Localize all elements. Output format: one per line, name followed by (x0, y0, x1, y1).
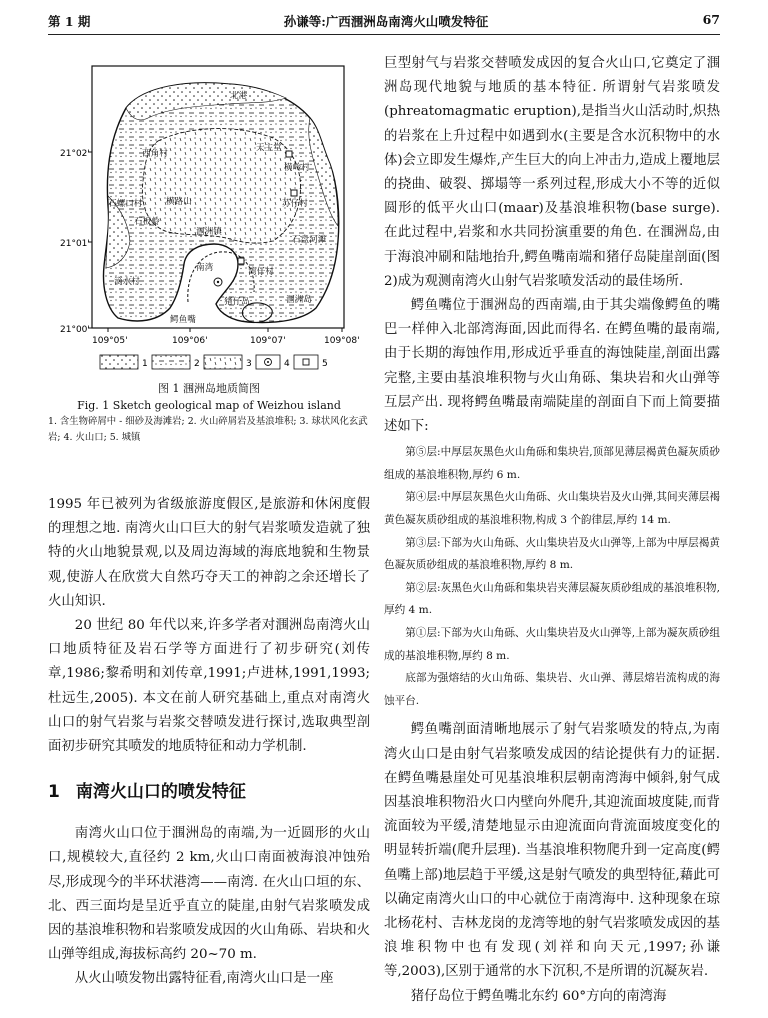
paragraph: 1995 年已被列为省级旅游度假区,是旅游和休闲度假的理想之地. 南湾火山口巨大的射气岩浆喷发造就了独特的火山地貌景观,以及周边海域的海底地貌和生物景观,使游人在欣赏大自然巧夺天工的神韵之余还增长了火山知识. (48, 497, 370, 609)
legend-number: 5 (322, 359, 328, 369)
lon-label: 109°07' (250, 336, 286, 346)
section-title: 南湾火山口的喷发特征 (75, 782, 246, 803)
section-heading (48, 777, 370, 802)
left-column (48, 493, 370, 992)
header-rule (48, 34, 720, 35)
legend-number: 1 (142, 359, 148, 369)
town-icon (238, 258, 244, 264)
paragraph: 巨型射气与岩浆交替喷发成因的复合火山口,它奠定了涠洲岛现代地貌与地质的基本特征. 所谓射气岩浆喷发(phreatomagmatic eruption),是指当火山活动时,炽热的岩浆在上升过程中如遇到水(主要是含水沉积物中的水体)会立即发生爆炸,产生巨大的向上冲击力,造成上覆地层的挠曲、破裂、掷塌等一系列过程,形成大小不等的近似圆形的低平火山口(maar)及基浪堆积物(base surge). 在此过程中,岩浆和水共同扮演重要的角色. 在涠洲岛,由于海浪冲刷和陆地抬升,鳄鱼嘴南端和猪仔岛陡崖剖面(图 2)成为观测南湾火山射气岩浆喷发活动的最佳场所. (384, 56, 720, 289)
place-label: 南湾 (196, 263, 214, 273)
layer-description: 底部为强熔结的火山角砾、集块岩、火山弹、薄层熔岩流构成的海蚀平台. (384, 672, 720, 707)
town-icon (286, 151, 292, 157)
place-label: 猪仔岛 (224, 297, 250, 307)
place-label: 涠洲镇 (196, 227, 222, 237)
place-label: 北港 (230, 91, 248, 101)
page-number: 67 (702, 12, 720, 27)
layer-description: 第②层:灰黑色火山角砾和集块岩夹薄层凝灰质砂组成的基浪堆积物,厚约 4 m. (384, 581, 720, 617)
lat-label: 21°02' (60, 149, 90, 159)
caption-cn: 图 1 涠洲岛地质简图 (158, 382, 260, 395)
place-label: 天主堂 (256, 143, 282, 153)
section-layer-list (384, 441, 720, 712)
place-label: 涠洲岛 (286, 295, 312, 305)
town-icon (291, 190, 297, 196)
journal-issue: 第 1 期 (48, 14, 91, 29)
paragraph: 20 世纪 80 年代以来,许多学者对涠洲岛南湾火山口地质特征及岩石学等方面进行了初步研究(刘传章,1986;黎希明和刘传章,1991;卢进林,1991,1993;杜远生,2005). 本文在前人研究基础上,重点对南湾火山口的射气岩浆与岩浆交替喷发进行探讨,选取典型剖面初步研究其喷发的地质特征和动力学机制. (48, 618, 370, 755)
figure-caption (48, 380, 370, 446)
lat-label: 21°00' (60, 325, 90, 335)
layer-description: 第④层:中厚层灰黑色火山角砾、火山集块岩及火山弹,其间夹薄层褐黄色凝灰质砂组成的基浪堆积物,构成 3 个韵律层,厚约 14 m. (384, 491, 720, 527)
layer-description: 第⑤层:中厚层灰黑色火山角砾和集块岩,顶部见薄层褐黄色凝灰质砂组成的基浪堆积物,厚约 6 m. (384, 446, 720, 481)
layer-description: 第①层:下部为火山角砾、火山集块岩及火山弹等,上部为凝灰质砂组成的基浪堆积物,厚约 8 m. (384, 627, 720, 662)
figure-note: 1. 含生物碎屑中 - 细砂及海滩岩; 2. 火山碎屑岩及基浪堆积; 3. 球状风化玄武岩; 4. 火山口; 5. 城镇 (48, 416, 368, 443)
right-column (384, 52, 720, 1009)
place-label: 滴水村 (114, 277, 140, 287)
section-number: 1 (48, 782, 60, 803)
place-label: 横路山 (166, 197, 192, 207)
crater-symbol (214, 278, 222, 286)
running-title: 孙谦等:广西涠洲岛南湾火山喷发特征 (283, 14, 489, 29)
place-label: 鳄鱼嘴 (170, 315, 196, 325)
place-label: 湾仔村 (248, 267, 274, 277)
caption-en: Fig. 1 Sketch geological map of Weizhou island (77, 399, 341, 412)
place-label: 西角村 (142, 149, 168, 159)
map-legend (100, 355, 328, 369)
figure-1 (48, 46, 370, 376)
lat-label: 21°01' (60, 239, 90, 249)
place-label: 苏仔村 (282, 199, 308, 209)
layer-description: 第③层:下部为火山角砾、火山集块岩及火山弹等,上部为中厚层褐黄色凝灰质砂组成的基浪堆积物,厚约 8 m. (384, 536, 720, 572)
legend-number: 2 (194, 359, 200, 369)
legend-number: 3 (246, 359, 252, 369)
geological-map (48, 46, 370, 376)
place-label: 石盘河滩 (292, 235, 327, 245)
paragraph: 猪仔岛位于鳄鱼嘴北东约 60°方向的南湾海 (410, 988, 667, 1004)
paragraph: 鳄鱼嘴剖面清晰地展示了射气岩浆喷发的特点,为南湾火山口是由射气岩浆喷发成因的结论提供有力的证据. 在鳄鱼嘴悬崖处可见基浪堆积层朝南湾海中倾斜,射气成因基浪堆积物沿火口内壁向外爬升,其迎流面坡度陡,而背流面较为平缓,清楚地显示由迎流面向背流面坡度变化的明显转折端(爬升层理). 当基浪堆积物爬升到一定高度(鳄鱼嘴上部)地层趋于平缓,这是射气喷发的典型特征,藉此可以确定南湾火山口的中心就位于南湾海中. 这种现象在琼北杨花村、吉林龙岗的龙湾等地的射气岩浆喷发成因的基浪堆积物中也有发现(刘祥和向天元,1997;孙谦等,2003),区别于通常的水下沉积,不是所谓的沉凝灰岩. (384, 722, 720, 980)
paragraph: 从火山喷发物出露特征看,南湾火山口是一座 (74, 971, 334, 987)
paragraph: 南湾火山口位于涠洲岛的南端,为一近圆形的火山口,规模较大,直径约 2 km,火山口南面被海浪冲蚀殆尽,形成现今的半环状港湾——南湾. 在火山口垣的东、北、西三面均是呈近乎直立的陡崖,由射气岩浆喷发成因的基浪堆积物和岩浆喷发成因的火山角砾、岩块和火山弹等组成,海拔标高约 20~70 m. (48, 826, 370, 963)
place-label: 石螺口村 (108, 199, 143, 209)
lon-label: 109°08' (324, 336, 360, 346)
place-label: 横岭村 (284, 163, 310, 173)
paragraph: 鳄鱼嘴位于涠洲岛的西南端,由于其尖端像鳄鱼的嘴巴一样伸入北部湾海面,因此而得名. 在鳄鱼嘴的最南端,由于长期的海蚀作用,形成近乎垂直的海蚀陡崖,剖面出露完整,主要由基浪堆积物与火山角砾、集块岩和火山弹等互层产出. 现将鳄鱼嘴最南端陡崖的剖面自下而上简要描述如下: (384, 298, 720, 435)
lon-label: 109°05' (92, 336, 128, 346)
lon-label: 109°06' (172, 336, 208, 346)
legend-number: 4 (284, 359, 290, 369)
place-label: 石板岭 (134, 217, 160, 227)
